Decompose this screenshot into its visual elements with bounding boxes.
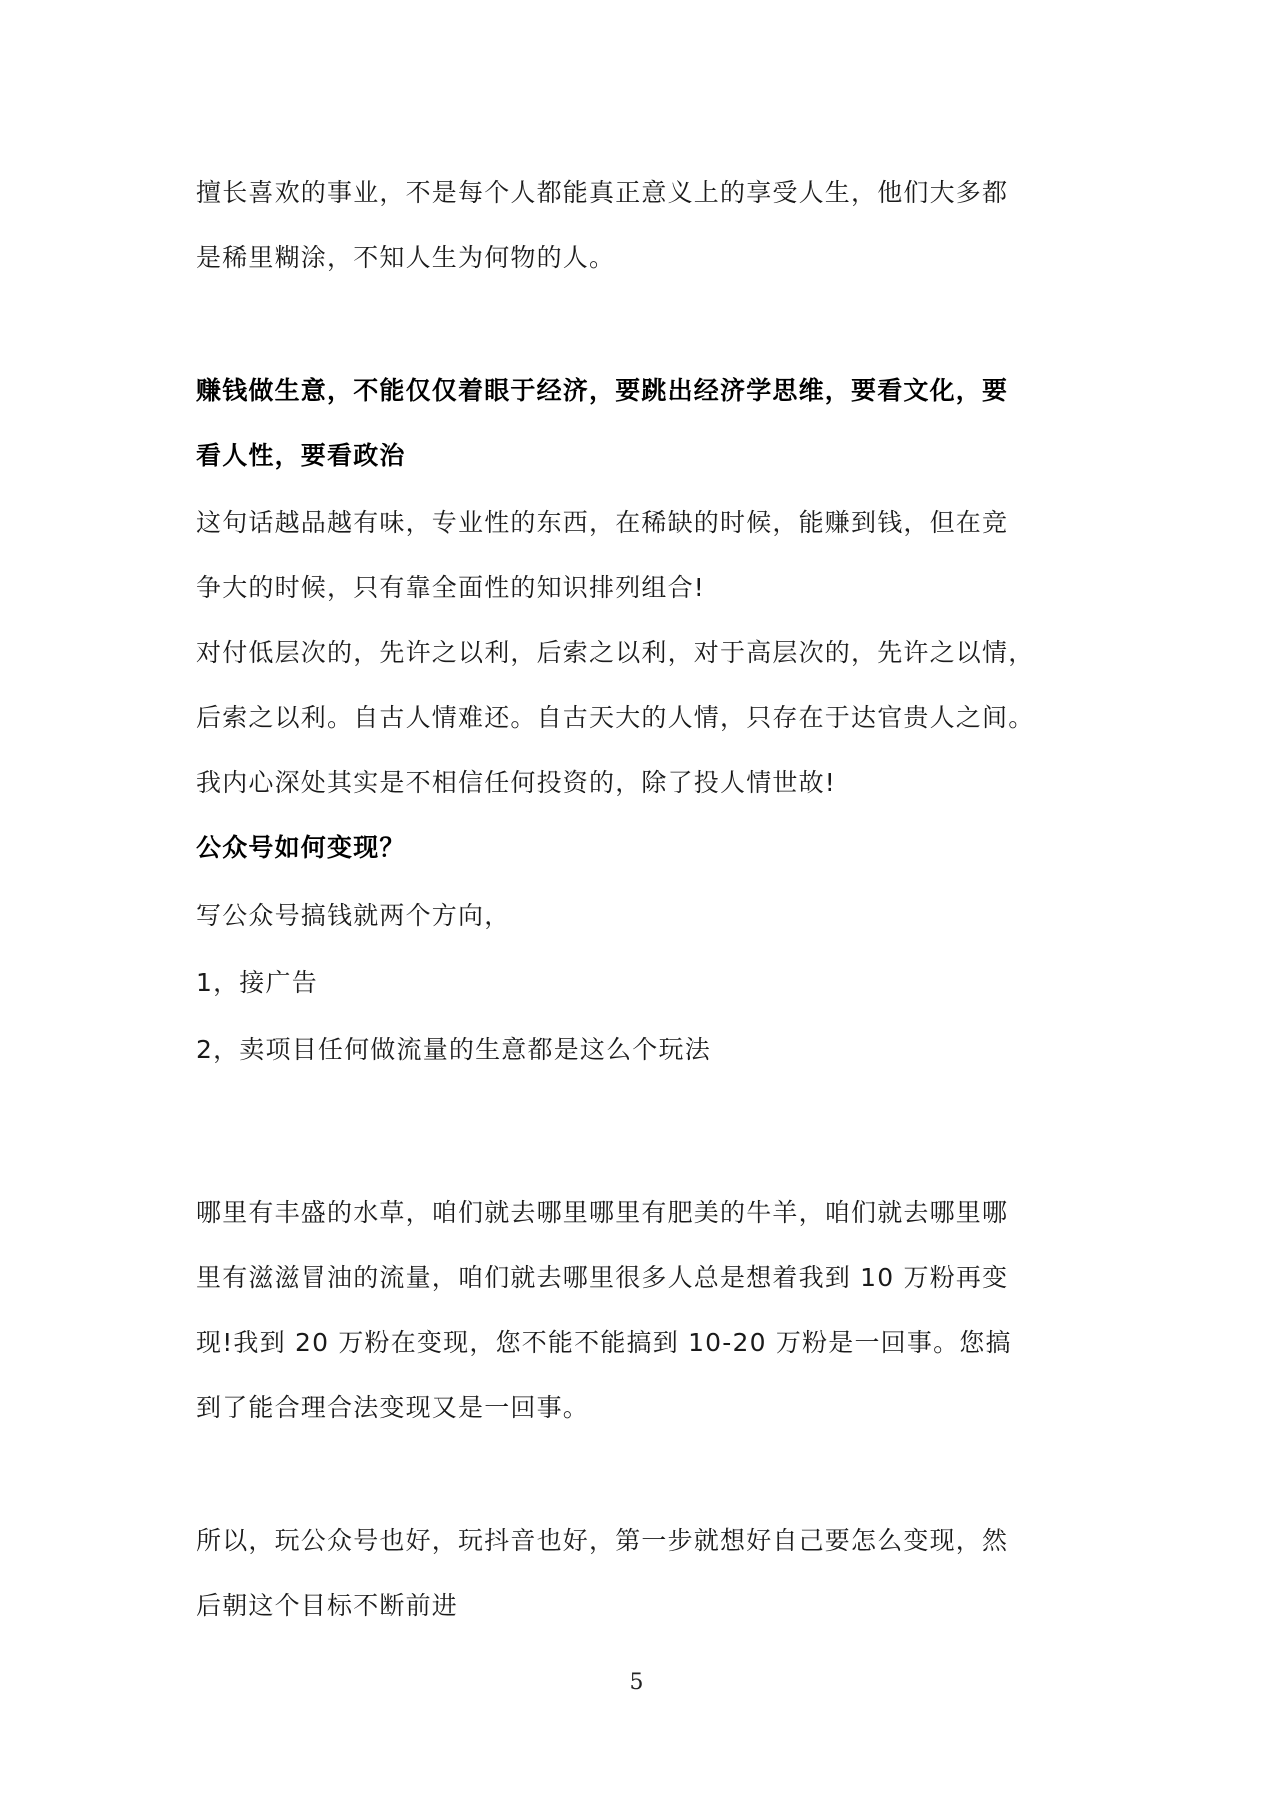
- text-line: 后朝这个目标不断前进: [196, 1591, 459, 1620]
- text-line: 2，卖项目任何做流量的生意都是这么个玩法: [196, 1035, 711, 1064]
- text-line: 现!我到 20 万粉在变现，您不能不能搞到 10-20 万粉是一回事。您搞: [196, 1328, 1012, 1357]
- paragraph-investment: [196, 750, 1086, 815]
- text-line: 赚钱做生意，不能仅仅着眼于经济，要跳出经济学思维，要看文化，要: [196, 376, 1009, 405]
- text-line: 看人性，要看政治: [196, 441, 406, 470]
- paragraph-traffic: [196, 1180, 1086, 1440]
- text-line: 我内心深处其实是不相信任何投资的，除了投人情世故!: [196, 768, 837, 797]
- text-line: 哪里有丰盛的水草，咱们就去哪里哪里有肥美的牛羊，咱们就去哪里哪: [196, 1198, 1009, 1227]
- text-line: 写公众号搞钱就两个方向，: [196, 901, 511, 930]
- paragraph-favor-and-profit: [196, 620, 1086, 750]
- page-number: 5: [629, 1670, 644, 1695]
- text-line: 争大的时候，只有靠全面性的知识排列组合!: [196, 573, 706, 602]
- paragraph-two-directions: [196, 883, 1086, 948]
- text-line: 擅长喜欢的事业，不是每个人都能真正意义上的享受人生，他们大多都: [196, 178, 1009, 207]
- list-item-ads: [196, 950, 1086, 1015]
- bold-statement-business: [196, 358, 1086, 488]
- text-line: 后索之以利。自古人情难还。自古天大的人情，只存在于达官贵人之间。: [196, 703, 1035, 732]
- heading-text: 公众号如何变现？: [196, 833, 406, 862]
- paragraph-first-step: [196, 1508, 1086, 1638]
- text-line: 是稀里糊涂，不知人生为何物的人。: [196, 243, 616, 272]
- paragraph-comprehensive-knowledge: [196, 490, 1086, 620]
- text-line: 这句话越品越有味，专业性的东西，在稀缺的时候，能赚到钱，但在竞: [196, 508, 1009, 537]
- text-line: 1，接广告: [196, 968, 318, 997]
- text-line: 到了能合理合法变现又是一回事。: [196, 1393, 590, 1422]
- text-line: 所以，玩公众号也好，玩抖音也好，第一步就想好自己要怎么变现，然: [196, 1526, 1009, 1555]
- text-line: 对付低层次的，先许之以利，后索之以利，对于高层次的，先许之以情，: [196, 638, 1035, 667]
- text-line: 里有滋滋冒油的流量，咱们就去哪里很多人总是想着我到 10 万粉再变: [196, 1263, 1009, 1292]
- section-heading-monetize: [196, 815, 1086, 880]
- paragraph-enjoy-life: [196, 160, 1086, 290]
- list-item-projects: [196, 1017, 1086, 1082]
